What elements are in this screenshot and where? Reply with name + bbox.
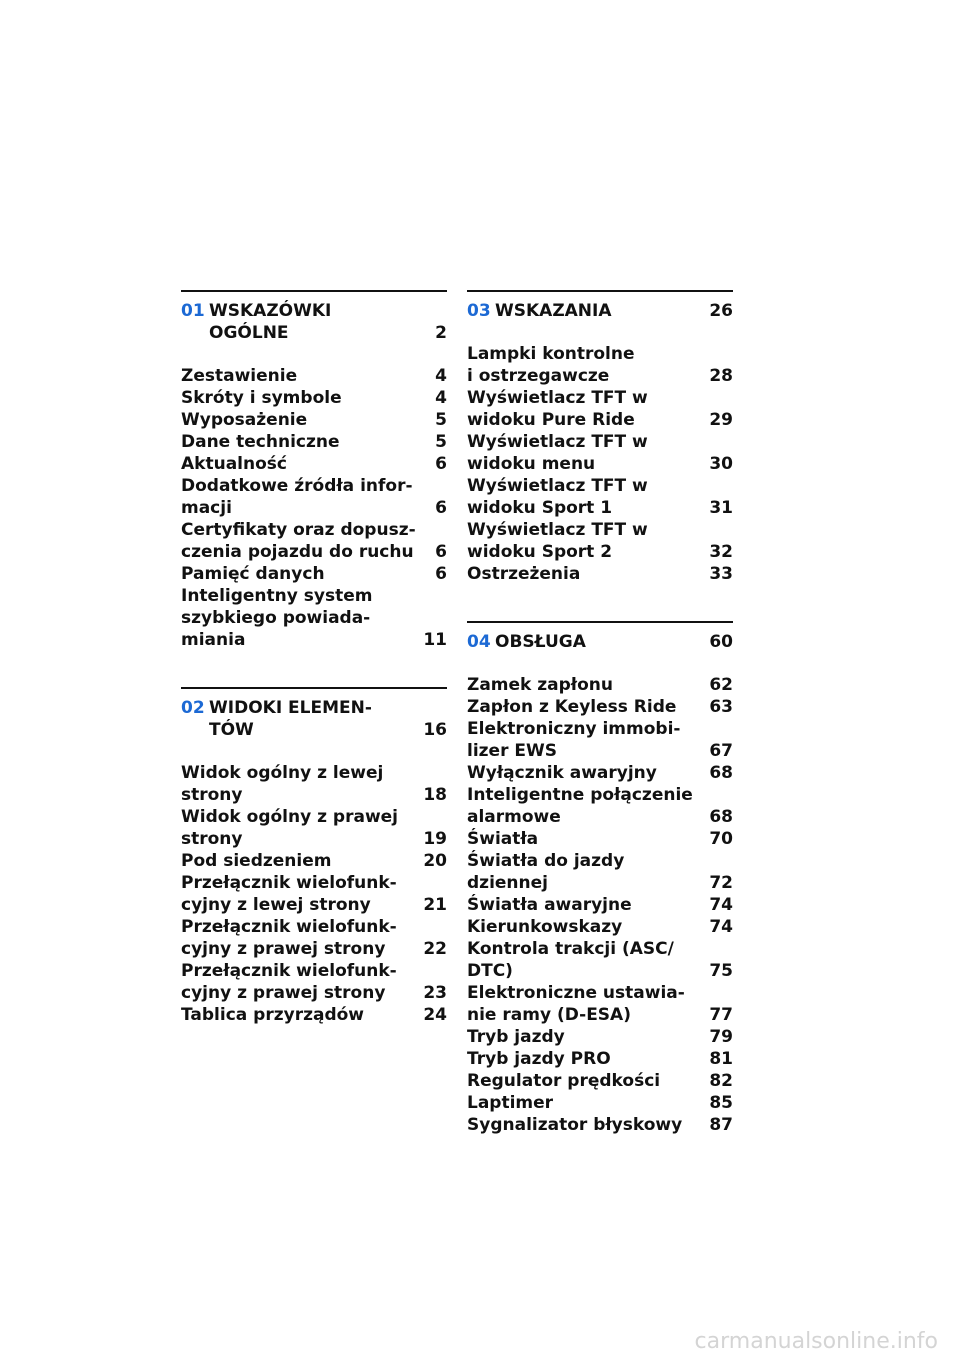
toc-entry[interactable]	[467, 916, 733, 938]
entry-page-number: 28	[709, 366, 733, 386]
toc-entry[interactable]	[467, 762, 733, 784]
entry-title: Dane techniczne	[181, 432, 340, 452]
toc-entry[interactable]	[467, 894, 733, 916]
entry-title: Aktualność	[181, 454, 287, 474]
entry-title: Lampki kontrolne i ostrzegawcze	[467, 344, 635, 386]
entry-title: Elektroniczne ustawia- nie ramy (D-ESA)	[467, 983, 685, 1025]
entry-page-number: 6	[435, 498, 447, 518]
toc-entry[interactable]	[467, 696, 733, 718]
toc-entry[interactable]	[467, 431, 733, 475]
entry-page-number: 74	[709, 895, 733, 915]
toc-entry[interactable]	[181, 387, 447, 409]
entry-title: Światła do jazdy dziennej	[467, 851, 625, 893]
section-page-number: 16	[423, 720, 447, 740]
entry-title: Przełącznik wielofunk- cyjny z lewej strony	[181, 873, 397, 915]
toc-entry[interactable]	[467, 850, 733, 894]
entry-page-number: 75	[709, 961, 733, 981]
entry-page-number: 81	[709, 1049, 733, 1069]
entry-page-number: 79	[709, 1027, 733, 1047]
entry-title: Widok ogólny z lewej strony	[181, 763, 384, 805]
section-page-number: 26	[709, 301, 733, 321]
toc-entry[interactable]	[467, 938, 733, 982]
entry-page-number: 5	[435, 410, 447, 430]
entry-title: Wyświetlacz TFT w widoku menu	[467, 432, 648, 474]
entry-title: Certyfikaty oraz dopusz- czenia pojazdu do ruchu	[181, 520, 416, 562]
toc-entry-list	[181, 365, 447, 651]
toc-entry[interactable]	[467, 674, 733, 696]
entry-page-number: 6	[435, 564, 447, 584]
toc-entry[interactable]	[467, 1092, 733, 1114]
entry-page-number: 11	[423, 630, 447, 650]
entry-title: Wyświetlacz TFT w widoku Pure Ride	[467, 388, 648, 430]
section-heading[interactable]	[181, 300, 447, 344]
toc-entry[interactable]	[467, 1070, 733, 1092]
toc-entry[interactable]	[467, 387, 733, 431]
toc-entry[interactable]	[467, 982, 733, 1026]
entry-page-number: 74	[709, 917, 733, 937]
entry-title: Widok ogólny z prawej strony	[181, 807, 399, 849]
toc-entry[interactable]	[467, 343, 733, 387]
toc-entry[interactable]	[467, 1114, 733, 1136]
toc-entry[interactable]	[467, 1048, 733, 1070]
entry-page-number: 30	[709, 454, 733, 474]
toc-entry[interactable]	[467, 828, 733, 850]
entry-page-number: 5	[435, 432, 447, 452]
toc-entry[interactable]	[181, 519, 447, 563]
entry-page-number: 67	[709, 741, 733, 761]
entry-page-number: 87	[709, 1115, 733, 1135]
section-page-number: 2	[435, 323, 447, 343]
toc-entry[interactable]	[467, 718, 733, 762]
toc-section	[467, 290, 733, 585]
entry-page-number: 62	[709, 675, 733, 695]
entry-page-number: 33	[709, 564, 733, 584]
entry-page-number: 68	[709, 763, 733, 783]
entry-page-number: 24	[423, 1005, 447, 1025]
toc-entry[interactable]	[181, 453, 447, 475]
toc-entry-list	[467, 674, 733, 1136]
entry-page-number: 29	[709, 410, 733, 430]
section-title: OBSŁUGA	[495, 632, 586, 652]
toc-section	[181, 290, 447, 651]
entry-page-number: 4	[435, 388, 447, 408]
section-number: 02	[181, 698, 205, 718]
section-rule	[181, 687, 447, 689]
toc-entry-list	[181, 762, 447, 1026]
entry-title: Zapłon z Keyless Ride	[467, 697, 677, 717]
entry-title: Wyposażenie	[181, 410, 308, 430]
entry-page-number: 23	[423, 983, 447, 1003]
watermark: carmanualsonline.info	[694, 1329, 938, 1354]
entry-page-number: 21	[423, 895, 447, 915]
toc-entry[interactable]	[181, 1004, 447, 1026]
entry-title: Kontrola trakcji (ASC/ DTC)	[467, 939, 674, 981]
entry-title: Światła awaryjne	[467, 895, 632, 915]
toc-entry[interactable]	[181, 431, 447, 453]
entry-page-number: 70	[709, 829, 733, 849]
entry-title: Ostrzeżenia	[467, 564, 581, 584]
section-title: WIDOKI ELEMEN- TÓW	[209, 698, 372, 740]
section-title: WSKAZÓWKI OGÓLNE	[209, 301, 332, 343]
toc-entry-list	[467, 343, 733, 585]
entry-title: Tryb jazdy PRO	[467, 1049, 611, 1069]
entry-title: Sygnalizator błyskowy	[467, 1115, 683, 1135]
entry-page-number: 32	[709, 542, 733, 562]
toc-entry[interactable]	[181, 585, 447, 651]
section-number: 01	[181, 301, 205, 321]
toc-section	[181, 687, 447, 1026]
toc-entry[interactable]	[181, 365, 447, 387]
entry-title: Inteligentne połączenie alarmowe	[467, 785, 693, 827]
entry-title: Skróty i symbole	[181, 388, 342, 408]
toc-entry[interactable]	[467, 519, 733, 563]
entry-title: Kierunkowskazy	[467, 917, 623, 937]
entry-page-number: 19	[423, 829, 447, 849]
toc-entry[interactable]	[181, 475, 447, 519]
entry-title: Tryb jazdy	[467, 1027, 565, 1047]
toc-entry[interactable]	[181, 960, 447, 1004]
entry-page-number: 63	[709, 697, 733, 717]
entry-title: Pamięć danych	[181, 564, 325, 584]
toc-column-left	[181, 290, 447, 1062]
entry-page-number: 72	[709, 873, 733, 893]
entry-title: Zestawienie	[181, 366, 298, 386]
section-title: WSKAZANIA	[495, 301, 612, 321]
toc-entry[interactable]	[181, 409, 447, 431]
toc-entry[interactable]	[181, 872, 447, 916]
toc-entry[interactable]	[467, 475, 733, 519]
entry-page-number: 77	[709, 1005, 733, 1025]
entry-title: Wyłącznik awaryjny	[467, 763, 657, 783]
entry-page-number: 18	[423, 785, 447, 805]
entry-title: Tablica przyrządów	[181, 1005, 364, 1025]
section-heading[interactable]	[467, 631, 733, 653]
entry-title: Dodatkowe źródła infor- macji	[181, 476, 413, 518]
entry-page-number: 68	[709, 807, 733, 827]
toc-entry[interactable]	[467, 563, 733, 585]
toc-entry[interactable]	[467, 784, 733, 828]
section-rule	[467, 621, 733, 623]
entry-page-number: 85	[709, 1093, 733, 1113]
section-rule	[181, 290, 447, 292]
entry-title: Wyświetlacz TFT w widoku Sport 1	[467, 476, 648, 518]
entry-title: Pod siedzeniem	[181, 851, 332, 871]
entry-title: Wyświetlacz TFT w widoku Sport 2	[467, 520, 648, 562]
entry-title: Przełącznik wielofunk- cyjny z prawej strony	[181, 961, 397, 1003]
entry-page-number: 31	[709, 498, 733, 518]
toc-entry[interactable]	[181, 850, 447, 872]
section-rule	[467, 290, 733, 292]
entry-page-number: 6	[435, 542, 447, 562]
toc-entry[interactable]	[181, 806, 447, 850]
entry-page-number: 22	[423, 939, 447, 959]
toc-entry[interactable]	[181, 762, 447, 806]
entry-page-number: 20	[423, 851, 447, 871]
section-number: 03	[467, 301, 491, 321]
entry-title: Inteligentny system szybkiego powiada- miania	[181, 586, 373, 650]
entry-title: Światła	[467, 829, 539, 849]
toc-column-right	[467, 290, 733, 1172]
entry-title: Zamek zapłonu	[467, 675, 613, 695]
entry-title: Laptimer	[467, 1093, 554, 1113]
toc-section	[467, 621, 733, 1136]
section-number: 04	[467, 632, 491, 652]
entry-title: Regulator prędkości	[467, 1071, 661, 1091]
entry-title: Przełącznik wielofunk- cyjny z prawej strony	[181, 917, 397, 959]
entry-page-number: 6	[435, 454, 447, 474]
section-heading[interactable]	[467, 300, 733, 322]
toc-entry[interactable]	[181, 916, 447, 960]
entry-title: Elektroniczny immobi- lizer EWS	[467, 719, 681, 761]
toc-entry[interactable]	[181, 563, 447, 585]
section-heading[interactable]	[181, 697, 447, 741]
toc-entry[interactable]	[467, 1026, 733, 1048]
entry-page-number: 4	[435, 366, 447, 386]
section-page-number: 60	[709, 632, 733, 652]
entry-page-number: 82	[709, 1071, 733, 1091]
